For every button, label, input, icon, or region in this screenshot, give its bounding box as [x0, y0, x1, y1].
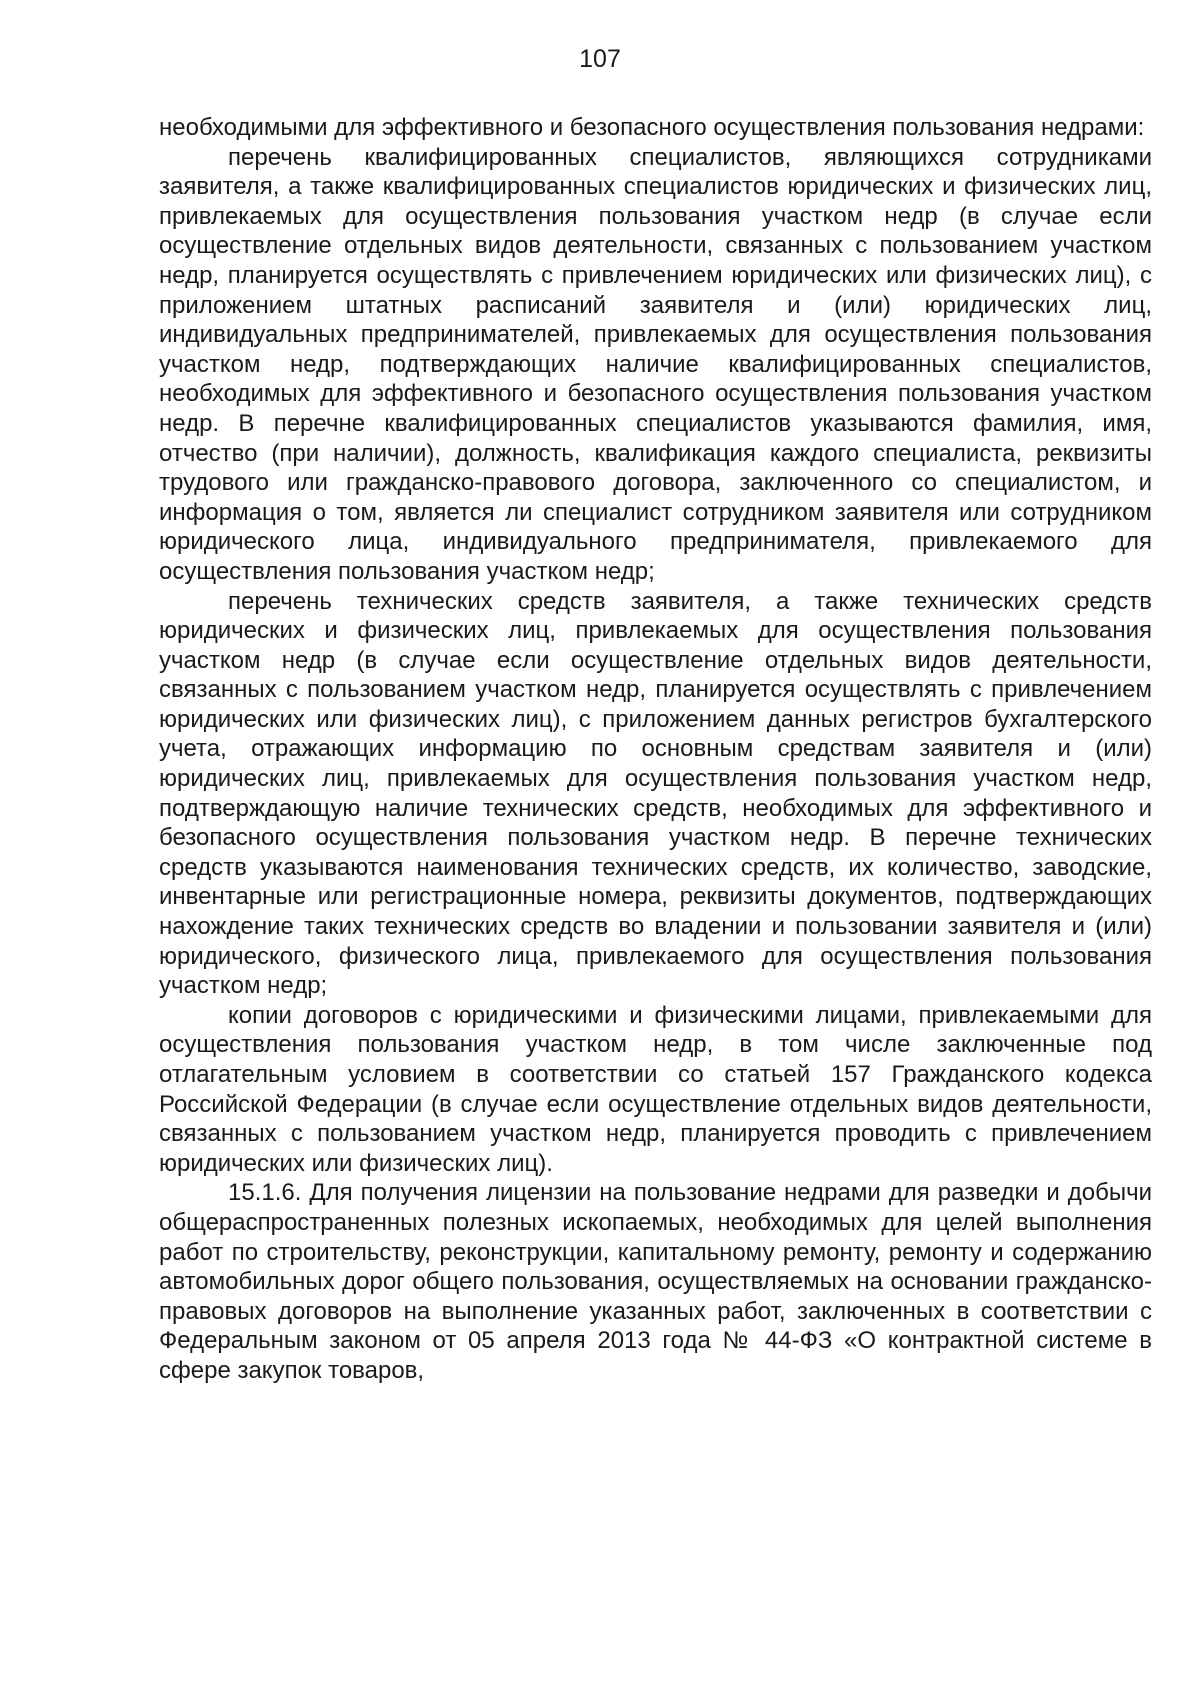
document-body — [159, 113, 1152, 1386]
paragraph-clause-15-1-6: 15.1.6. Для получения лицензии на пользование недрами для разведки и добычи общераспространенных полезных ископаемых, необходимых для целей выполнения работ по строительству, реконструкции, капитальному ремонту, ремонту и содержанию автомобильных дорог общего пользования, осуществляемых на основании гражданско-правовых договоров на выполнение указанных работ, заключенных в соответствии с Федеральным законом от 05 апреля 2013 года № 44-ФЗ «О контрактной системе в сфере закупок товаров, — [159, 1179, 1152, 1384]
page-number: 107 — [579, 45, 621, 73]
paragraph-specialists-list: перечень квалифицированных специалистов, являющихся сотрудниками заявителя, а также квалифицированных специалистов юридических и физических лиц, привлекаемых для осуществления пользования участком недр (в случае если осуществление отдельных видов деятельности, связанных с пользованием участком недр, планируется осуществлять с привлечением юридических или физических лиц), с приложением штатных расписаний заявителя и (или) юридических лиц, индивидуальных предпринимателей, привлекаемых для осуществления пользования участком недр, подтверждающих наличие квалифицированных специалистов, необходимых для эффективного и безопасного осуществления пользования участком недр. В перечне квалифицированных специалистов указываются фамилия, имя, отчество (при наличии), должность, квалификация каждого специалиста, реквизиты трудового или гражданско-правового договора, заключенного со специалистом, и информация о том, является ли специалист сотрудником заявителя или сотрудником юридического лица, индивидуального предпринимателя, привлекаемого для осуществления пользования участком недр; — [159, 143, 1152, 585]
paragraph-continuation: необходимыми для эффективного и безопасного осуществления пользования недрами: — [159, 114, 1145, 141]
paragraph-technical-means-list: перечень технических средств заявителя, а также технических средств юридических и физических лиц, привлекаемых для осуществления пользования участком недр (в случае если осуществление отдельных видов деятельности, связанных с пользованием участком недр, планируется осуществлять с привлечением юридических или физических лиц), с приложением данных регистров бухгалтерского учета, отражающих информацию по основным средствам заявителя и (или) юридических лиц, привлекаемых для осуществления пользования участком недр, подтверждающую наличие технических средств, необходимых для эффективного и безопасного осуществления пользования участком недр. В перечне технических средств указываются наименования технических средств, их количество, заводские, инвентарные или регистрационные номера, реквизиты документов, подтверждающих нахождение таких технических средств во владении и пользовании заявителя и (или) юридического, физического лица, привлекаемого для осуществления пользования участком недр; — [159, 587, 1152, 1000]
paragraph-contract-copies: копии договоров с юридическими и физическими лицами, привлекаемыми для осуществления пользования участком недр, в том числе заключенные под отлагательным условием в соответствии со статьей 157 Гражданского кодекса Российской Федерации (в случае если осуществление отдельных видов деятельности, связанных с пользованием участком недр, планируется проводить с привлечением юридических или физических лиц). — [159, 1001, 1152, 1177]
